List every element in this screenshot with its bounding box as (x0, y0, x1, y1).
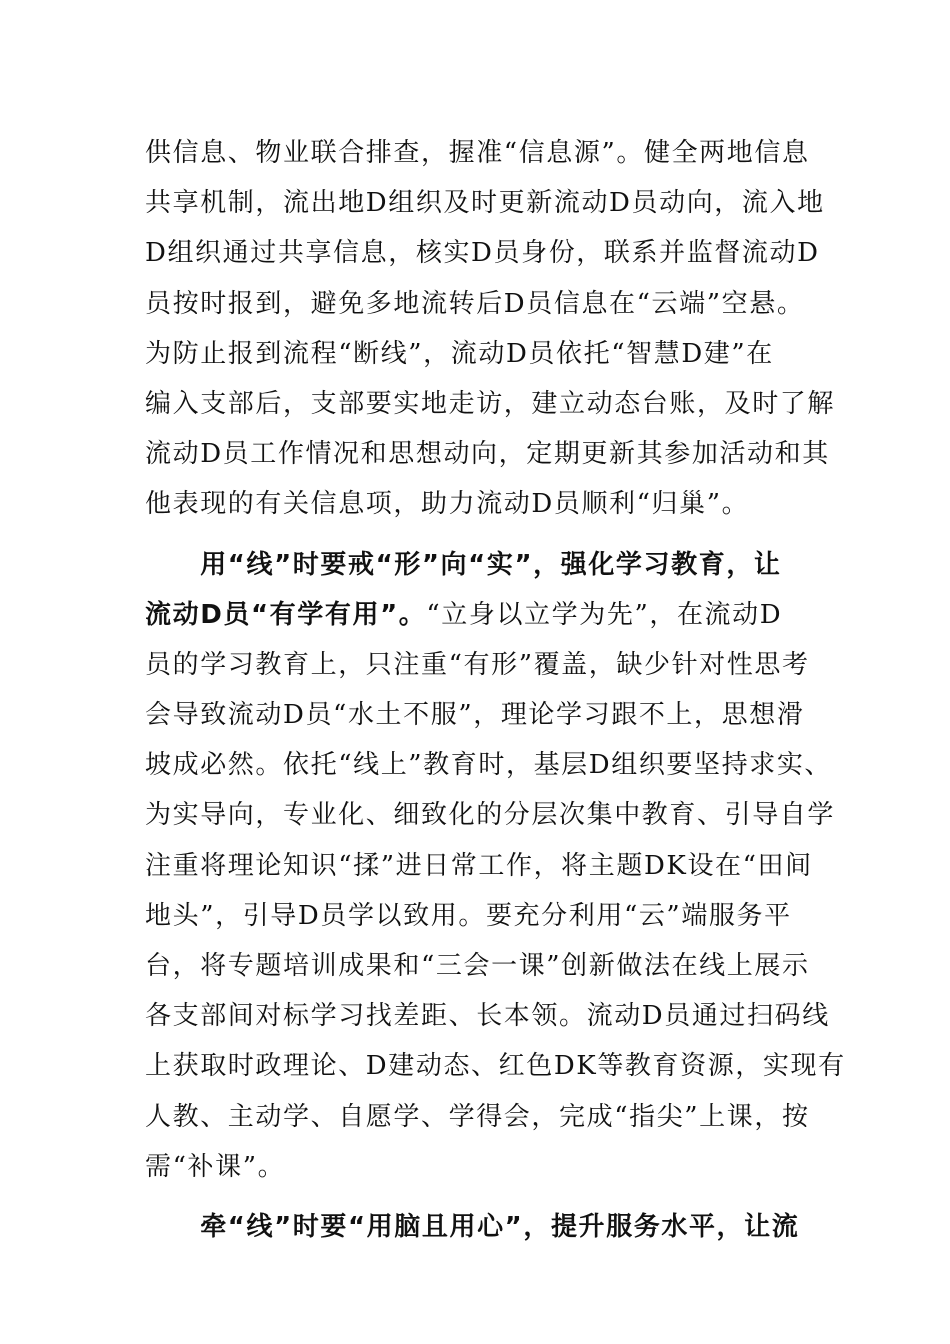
body-line-rest: “立身以立学为先”，在流动D (426, 599, 783, 630)
document-body (145, 128, 846, 1252)
body-line: 编入支部后，支部要实地走访，建立动态台账，及时了解 (145, 388, 836, 419)
body-line: 供信息、物业联合排查，握准“信息源”。健全两地信息 (145, 138, 810, 168)
body-line: 坡成必然。依托“线上”教育时，基层D组织要坚持求实、 (145, 750, 833, 781)
body-line: 人教、主动学、自愿学、学得会，完成“指尖”上课，按 (145, 1101, 810, 1132)
body-line: 为实导向，专业化、细致化的分层次集中教育、引导自学 (145, 800, 836, 831)
body-line: 上获取时政理论、D建动态、红色DK等教育资源，实现有 (145, 1051, 846, 1082)
section-heading: 牵“线”时要“用脑且用心”，提升服务水平，让流 (145, 1211, 800, 1242)
body-line: 员按时报到，避免多地流转后D员信息在“云端”空悬。 (145, 288, 805, 319)
body-line: 各支部间对标学习找差距、长本领。流动D员通过扫码线 (145, 1001, 830, 1032)
body-line-mixed (145, 590, 835, 640)
body-line: 会导致流动D员“水土不服”，理论学习跟不上，思想滑 (145, 700, 805, 731)
body-line: 注重将理论知识“揉”进日常工作，将主题DK设在“田间 (145, 850, 813, 881)
body-line: D组织通过共享信息，核实D员身份，联系并监督流动D (145, 238, 820, 269)
body-line: 他表现的有关信息项，助力流动D员顺利“归巢”。 (145, 489, 750, 520)
body-line: 共享机制，流出地D组织及时更新流动D员动向，流入地 (145, 188, 825, 219)
body-line: 员的学习教育上，只注重“有形”覆盖，缺少针对性思考 (145, 649, 810, 680)
section-heading-tail: 流动D员“有学有用”。 (145, 599, 427, 630)
body-line: 台，将专题培训成果和“三会一课”创新做法在线上展示 (145, 951, 810, 981)
section-heading: 用“线”时要戒“形”向“实”，强化学习教育，让 (145, 549, 782, 580)
body-line: 为防止报到流程“断线”，流动D员依托“智慧D建”在 (145, 338, 774, 369)
body-line: 需“补课”。 (145, 1151, 286, 1182)
body-line: 地头”，引导D员学以致用。要充分利用“云”端服务平 (145, 900, 792, 931)
body-line: 流动D员工作情况和思想动向，定期更新其参加活动和其 (145, 439, 830, 470)
